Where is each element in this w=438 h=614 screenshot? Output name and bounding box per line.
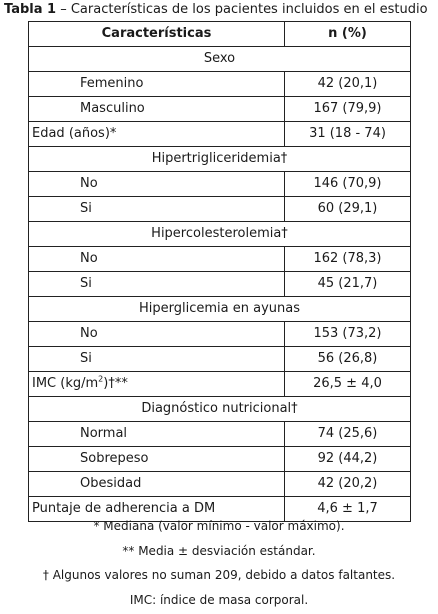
group-row-hiperglicemia (29, 297, 411, 322)
group-label: Hipertrigliceridemia† (29, 147, 411, 172)
imc-label-post: )†** (103, 376, 128, 391)
row-label: Femenino (29, 72, 285, 97)
table-row (29, 447, 411, 472)
table-row (29, 272, 411, 297)
table-footnotes (0, 516, 438, 614)
row-value: 45 (21,7) (285, 272, 411, 297)
group-label: Diagnóstico nutricional† (29, 397, 411, 422)
row-label: Puntaje de adherencia a DM (29, 497, 285, 522)
imc-label-sup: 2 (98, 375, 103, 384)
group-row-sexo (29, 47, 411, 72)
row-value: 92 (44,2) (285, 447, 411, 472)
table-row (29, 72, 411, 97)
table-row (29, 97, 411, 122)
row-value: 31 (18 - 74) (285, 122, 411, 147)
row-label: Obesidad (29, 472, 285, 497)
group-label: Hipercolesterolemia† (29, 222, 411, 247)
table-row (29, 122, 411, 147)
row-label: Masculino (29, 97, 285, 122)
table-row (29, 347, 411, 372)
group-label: Hiperglicemia en ayunas (29, 297, 411, 322)
footnote: IMC: índice de masa corporal. (0, 590, 438, 614)
row-label: Normal (29, 422, 285, 447)
imc-label-pre: IMC (kg/m (32, 376, 98, 391)
footnote: ** Media ± desviación estándar. (0, 541, 438, 566)
row-label-imc (29, 372, 285, 397)
group-row-diagnostico (29, 397, 411, 422)
row-label: Si (29, 197, 285, 222)
row-label: No (29, 172, 285, 197)
row-value: 146 (70,9) (285, 172, 411, 197)
table-row (29, 372, 411, 397)
row-value: 42 (20,2) (285, 472, 411, 497)
table-row (29, 247, 411, 272)
row-value: 42 (20,1) (285, 72, 411, 97)
patient-characteristics-table (28, 21, 411, 522)
row-value: 60 (29,1) (285, 197, 411, 222)
row-label: Sobrepeso (29, 447, 285, 472)
row-value: 26,5 ± 4,0 (285, 372, 411, 397)
row-value: 56 (26,8) (285, 347, 411, 372)
header-row (29, 22, 411, 47)
row-value: 162 (78,3) (285, 247, 411, 272)
table-row (29, 172, 411, 197)
table-row (29, 197, 411, 222)
table-row (29, 472, 411, 497)
caption-label: Tabla 1 (4, 2, 56, 17)
group-row-hipertrigliceridemia (29, 147, 411, 172)
row-label: No (29, 322, 285, 347)
group-label: Sexo (29, 47, 411, 72)
row-value: 153 (73,2) (285, 322, 411, 347)
header-n-percent: n (%) (285, 22, 411, 47)
footnote: † Algunos valores no suman 209, debido a datos faltantes. (0, 565, 438, 590)
row-value: 167 (79,9) (285, 97, 411, 122)
table-caption (4, 2, 428, 18)
row-value: 74 (25,6) (285, 422, 411, 447)
row-label: No (29, 247, 285, 272)
row-label: Edad (años)* (29, 122, 285, 147)
header-characteristics: Características (29, 22, 285, 47)
caption-text: – Características de los pacientes incluidos en el estudio (56, 2, 428, 17)
table-row (29, 322, 411, 347)
footnote: * Mediana (valor mínimo - valor máximo). (0, 516, 438, 541)
row-label: Si (29, 347, 285, 372)
group-row-hipercolesterolemia (29, 222, 411, 247)
row-label: Si (29, 272, 285, 297)
row-value: 4,6 ± 1,7 (285, 497, 411, 522)
table-row (29, 422, 411, 447)
